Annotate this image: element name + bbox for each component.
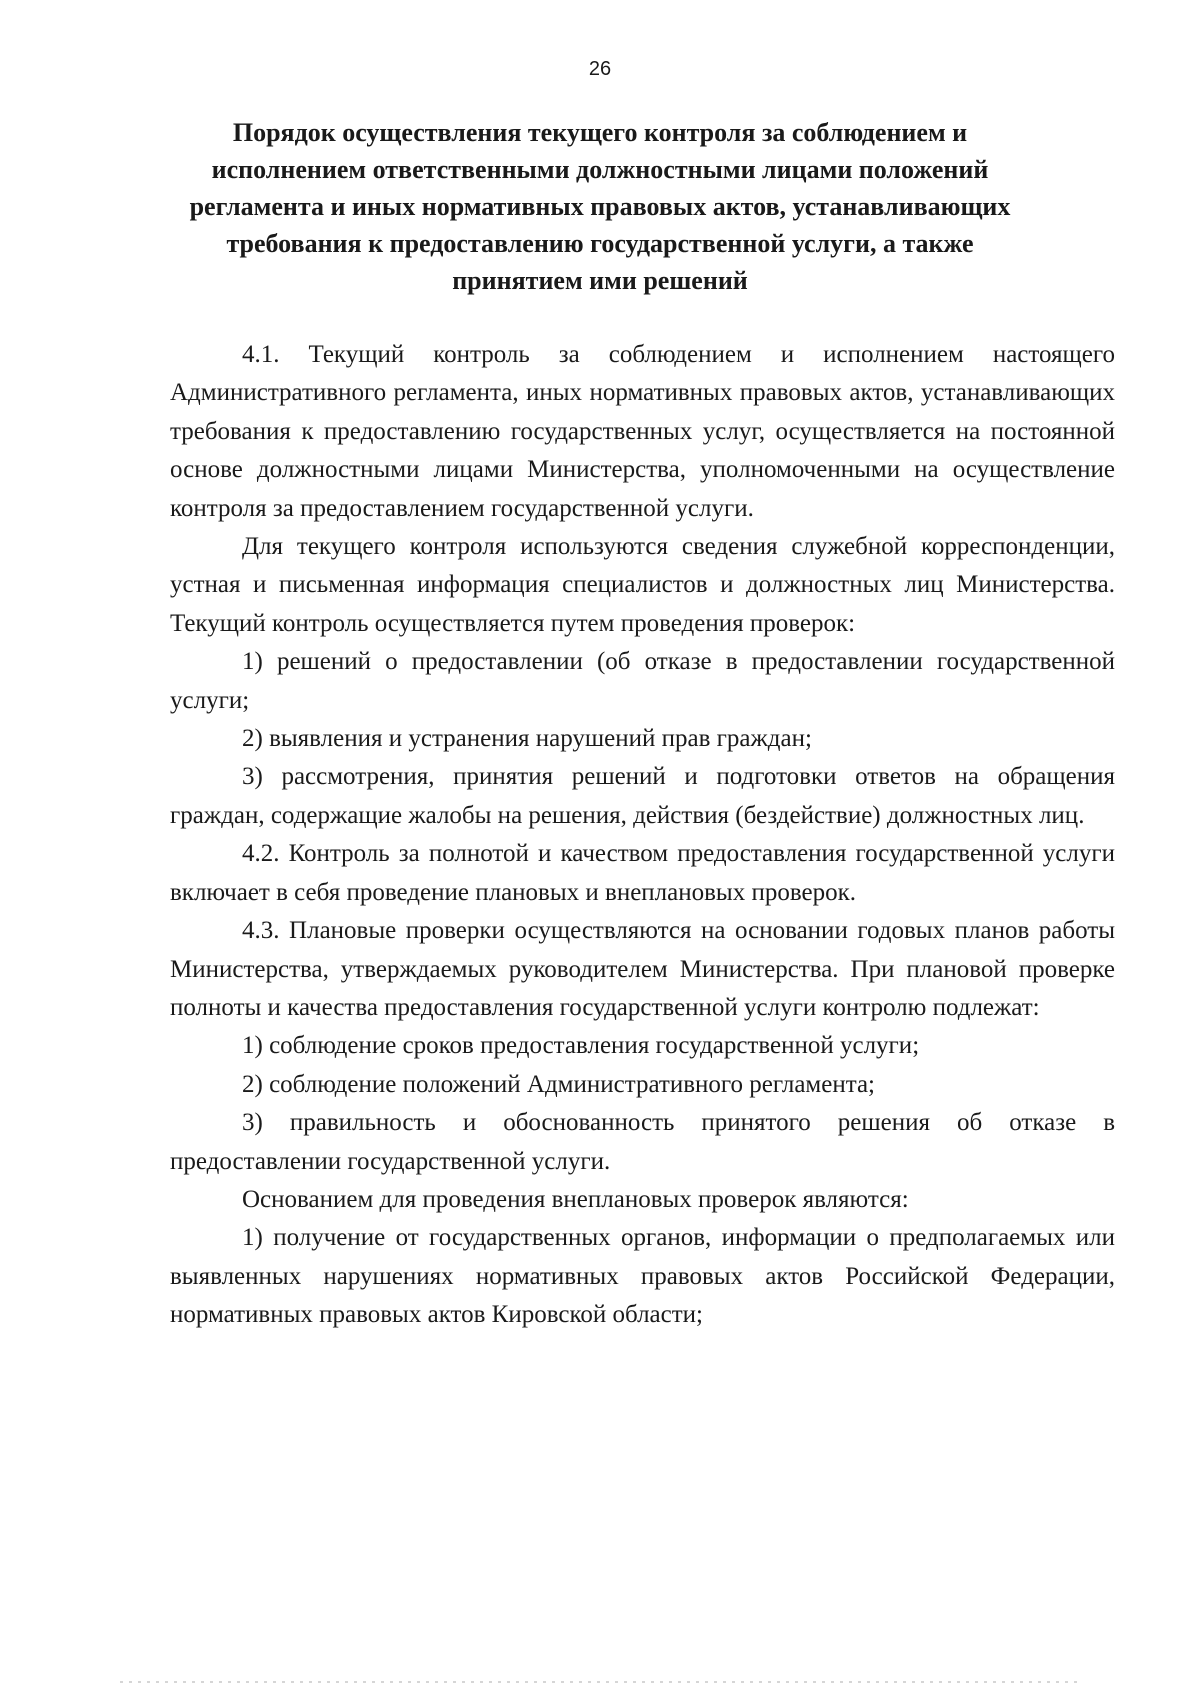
heading-line: требования к предоставлению государственной услуги, а также bbox=[226, 229, 974, 258]
paragraph-4-1: 4.1. Текущий контроль за соблюдением и исполнением настоящего Административного регламента, иных нормативных правовых актов, устанавливающих требования к предоставлению государственных услуг, осуществляется на постоянной основе должностными лицами Министерства, уполномоченными на осуществление контроля за предоставлением государственной услуги. bbox=[170, 341, 1115, 522]
paragraph-4-3: 4.3. Плановые проверки осуществляются на основании годовых планов работы Министерства, утверждаемых руководителем Министерства. При плановой проверке полноты и качества предоставления государственной услуги контролю подлежат: bbox=[170, 917, 1115, 1021]
list-item: 1) получение от государственных органов, информации о предполагаемых или выявленных нарушениях нормативных правовых актов Российской Федерации, нормативных правовых актов Кировской области; bbox=[170, 1224, 1115, 1329]
paragraph-current-control: Для текущего контроля используются сведения служебной корреспонденции, устная и письменная информация специалистов и должностных лиц Министерства. Текущий контроль осуществляется путем проведения проверок: bbox=[170, 533, 1115, 637]
list-item: 1) решений о предоставлении (об отказе в предоставлении государственной услуги; bbox=[170, 648, 1115, 714]
section-heading bbox=[150, 114, 1050, 299]
paragraph-unscheduled-grounds: Основанием для проведения внеплановых проверок являются: bbox=[242, 1185, 909, 1213]
scan-artifact-line bbox=[120, 1681, 1080, 1683]
list-item: 1) соблюдение сроков предоставления государственной услуги; bbox=[242, 1032, 920, 1060]
document-body bbox=[170, 336, 1115, 1335]
heading-line: исполнением ответственными должностными лицами положений bbox=[211, 155, 989, 184]
list-item: 2) соблюдение положений Административного регламента; bbox=[242, 1070, 875, 1098]
paragraph-4-2: 4.2. Контроль за полнотой и качеством предоставления государственной услуги включает в себя проведение плановых и внеплановых проверок. bbox=[170, 840, 1115, 906]
heading-line: принятием ими решений bbox=[452, 266, 748, 295]
heading-line: Порядок осуществления текущего контроля за соблюдением и bbox=[232, 118, 968, 147]
page-number: 26 bbox=[588, 58, 612, 80]
list-item: 2) выявления и устранения нарушений прав граждан; bbox=[242, 725, 812, 753]
list-item: 3) правильность и обоснованность принятого решения об отказе в предоставлении государственной услуги. bbox=[170, 1109, 1115, 1175]
heading-line: регламента и иных нормативных правовых актов, устанавливающих bbox=[189, 192, 1011, 221]
list-item: 3) рассмотрения, принятия решений и подготовки ответов на обращения граждан, содержащие жалобы на решения, действия (бездействие) должностных лиц. bbox=[170, 763, 1115, 829]
